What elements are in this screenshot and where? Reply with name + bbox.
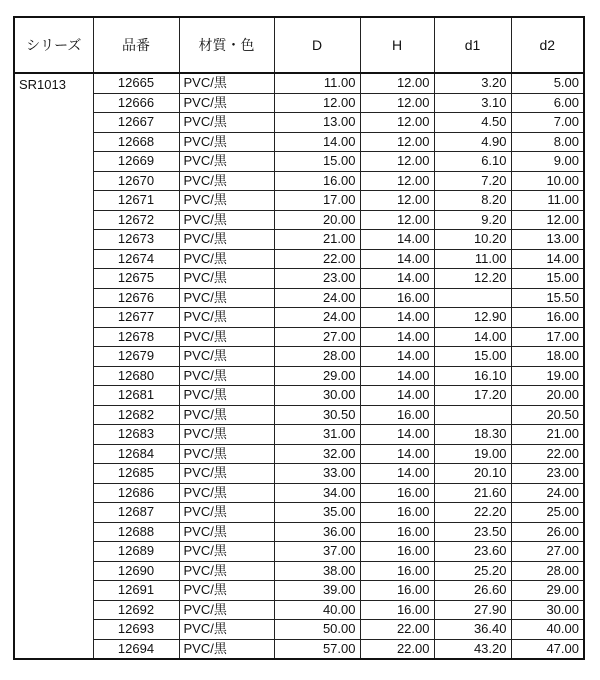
table-row	[14, 308, 584, 328]
h-cell: 12.00	[360, 210, 434, 230]
material-cell: PVC/黒	[179, 386, 274, 406]
d2-cell: 29.00	[511, 581, 584, 601]
d1-cell: 21.60	[434, 483, 511, 503]
material-cell: PVC/黒	[179, 581, 274, 601]
table-body	[14, 73, 584, 659]
table-row	[14, 210, 584, 230]
material-cell: PVC/黒	[179, 73, 274, 93]
d2-cell: 25.00	[511, 503, 584, 523]
code-cell: 12691	[93, 581, 179, 601]
d1-cell: 17.20	[434, 386, 511, 406]
d1-cell: 43.20	[434, 639, 511, 659]
d-cell: 23.00	[274, 269, 360, 289]
d1-cell: 19.00	[434, 444, 511, 464]
table-row	[14, 425, 584, 445]
d-cell: 17.00	[274, 191, 360, 211]
h-cell: 16.00	[360, 542, 434, 562]
code-cell: 12680	[93, 366, 179, 386]
material-cell: PVC/黒	[179, 366, 274, 386]
code-cell: 12685	[93, 464, 179, 484]
d2-cell: 20.00	[511, 386, 584, 406]
code-cell: 12694	[93, 639, 179, 659]
d1-cell	[434, 405, 511, 425]
material-cell: PVC/黒	[179, 152, 274, 172]
h-cell: 14.00	[360, 327, 434, 347]
d-cell: 33.00	[274, 464, 360, 484]
d2-cell: 28.00	[511, 561, 584, 581]
h-cell: 12.00	[360, 113, 434, 133]
h-cell: 14.00	[360, 464, 434, 484]
table-row	[14, 132, 584, 152]
material-cell: PVC/黒	[179, 308, 274, 328]
h-cell: 16.00	[360, 503, 434, 523]
h-cell: 16.00	[360, 288, 434, 308]
d2-cell: 15.00	[511, 269, 584, 289]
d1-cell: 8.20	[434, 191, 511, 211]
material-cell: PVC/黒	[179, 269, 274, 289]
table-row	[14, 249, 584, 269]
d2-cell: 15.50	[511, 288, 584, 308]
table-row	[14, 366, 584, 386]
header-d2: d2	[511, 17, 584, 73]
h-cell: 12.00	[360, 73, 434, 93]
code-cell: 12692	[93, 600, 179, 620]
code-cell: 12675	[93, 269, 179, 289]
table-row	[14, 503, 584, 523]
d1-cell: 3.20	[434, 73, 511, 93]
h-cell: 14.00	[360, 366, 434, 386]
d-cell: 13.00	[274, 113, 360, 133]
code-cell: 12677	[93, 308, 179, 328]
d1-cell: 22.20	[434, 503, 511, 523]
d1-cell	[434, 288, 511, 308]
d1-cell: 4.90	[434, 132, 511, 152]
material-cell: PVC/黒	[179, 639, 274, 659]
code-cell: 12666	[93, 93, 179, 113]
code-cell: 12674	[93, 249, 179, 269]
header-d1: d1	[434, 17, 511, 73]
table-row	[14, 639, 584, 659]
d1-cell: 18.30	[434, 425, 511, 445]
h-cell: 14.00	[360, 444, 434, 464]
material-cell: PVC/黒	[179, 503, 274, 523]
code-cell: 12681	[93, 386, 179, 406]
table-row	[14, 171, 584, 191]
code-cell: 12682	[93, 405, 179, 425]
h-cell: 14.00	[360, 347, 434, 367]
h-cell: 14.00	[360, 230, 434, 250]
series-cell: SR1013	[14, 73, 93, 659]
material-cell: PVC/黒	[179, 464, 274, 484]
code-cell: 12672	[93, 210, 179, 230]
d2-cell: 9.00	[511, 152, 584, 172]
d-cell: 29.00	[274, 366, 360, 386]
material-cell: PVC/黒	[179, 171, 274, 191]
table-row	[14, 483, 584, 503]
material-cell: PVC/黒	[179, 327, 274, 347]
code-cell: 12679	[93, 347, 179, 367]
d-cell: 11.00	[274, 73, 360, 93]
material-cell: PVC/黒	[179, 522, 274, 542]
material-cell: PVC/黒	[179, 230, 274, 250]
d-cell: 16.00	[274, 171, 360, 191]
d1-cell: 4.50	[434, 113, 511, 133]
code-cell: 12671	[93, 191, 179, 211]
material-cell: PVC/黒	[179, 347, 274, 367]
d2-cell: 19.00	[511, 366, 584, 386]
h-cell: 14.00	[360, 386, 434, 406]
d1-cell: 7.20	[434, 171, 511, 191]
d-cell: 39.00	[274, 581, 360, 601]
header-code: 品番	[93, 17, 179, 73]
d2-cell: 27.00	[511, 542, 584, 562]
material-cell: PVC/黒	[179, 113, 274, 133]
table-row	[14, 386, 584, 406]
h-cell: 16.00	[360, 561, 434, 581]
table-row	[14, 600, 584, 620]
table-row	[14, 542, 584, 562]
d2-cell: 47.00	[511, 639, 584, 659]
table-row	[14, 444, 584, 464]
header-series: シリーズ	[14, 17, 93, 73]
code-cell: 12670	[93, 171, 179, 191]
code-cell: 12684	[93, 444, 179, 464]
d1-cell: 6.10	[434, 152, 511, 172]
d1-cell: 11.00	[434, 249, 511, 269]
h-cell: 12.00	[360, 132, 434, 152]
d-cell: 35.00	[274, 503, 360, 523]
h-cell: 16.00	[360, 600, 434, 620]
d2-cell: 22.00	[511, 444, 584, 464]
code-cell: 12688	[93, 522, 179, 542]
d-cell: 37.00	[274, 542, 360, 562]
d1-cell: 3.10	[434, 93, 511, 113]
spec-table	[13, 16, 585, 660]
d2-cell: 8.00	[511, 132, 584, 152]
header-material: 材質・色	[179, 17, 274, 73]
d2-cell: 17.00	[511, 327, 584, 347]
table-row	[14, 288, 584, 308]
material-cell: PVC/黒	[179, 210, 274, 230]
d-cell: 34.00	[274, 483, 360, 503]
table-row	[14, 191, 584, 211]
material-cell: PVC/黒	[179, 425, 274, 445]
code-cell: 12678	[93, 327, 179, 347]
code-cell: 12665	[93, 73, 179, 93]
table-row	[14, 347, 584, 367]
h-cell: 14.00	[360, 308, 434, 328]
d2-cell: 7.00	[511, 113, 584, 133]
table-row	[14, 581, 584, 601]
material-cell: PVC/黒	[179, 93, 274, 113]
material-cell: PVC/黒	[179, 191, 274, 211]
header-h: H	[360, 17, 434, 73]
d1-cell: 23.60	[434, 542, 511, 562]
d-cell: 36.00	[274, 522, 360, 542]
d1-cell: 23.50	[434, 522, 511, 542]
d2-cell: 10.00	[511, 171, 584, 191]
material-cell: PVC/黒	[179, 249, 274, 269]
h-cell: 22.00	[360, 620, 434, 640]
d-cell: 20.00	[274, 210, 360, 230]
code-cell: 12683	[93, 425, 179, 445]
code-cell: 12667	[93, 113, 179, 133]
h-cell: 14.00	[360, 425, 434, 445]
code-cell: 12673	[93, 230, 179, 250]
d2-cell: 18.00	[511, 347, 584, 367]
table-row	[14, 464, 584, 484]
code-cell: 12669	[93, 152, 179, 172]
d2-cell: 12.00	[511, 210, 584, 230]
material-cell: PVC/黒	[179, 444, 274, 464]
d1-cell: 14.00	[434, 327, 511, 347]
d1-cell: 27.90	[434, 600, 511, 620]
material-cell: PVC/黒	[179, 288, 274, 308]
d-cell: 31.00	[274, 425, 360, 445]
table-row	[14, 93, 584, 113]
h-cell: 12.00	[360, 152, 434, 172]
d1-cell: 9.20	[434, 210, 511, 230]
d1-cell: 26.60	[434, 581, 511, 601]
table-row	[14, 230, 584, 250]
d-cell: 12.00	[274, 93, 360, 113]
h-cell: 16.00	[360, 405, 434, 425]
d-cell: 27.00	[274, 327, 360, 347]
d2-cell: 21.00	[511, 425, 584, 445]
d-cell: 30.00	[274, 386, 360, 406]
material-cell: PVC/黒	[179, 542, 274, 562]
d2-cell: 16.00	[511, 308, 584, 328]
d1-cell: 12.20	[434, 269, 511, 289]
d-cell: 57.00	[274, 639, 360, 659]
h-cell: 12.00	[360, 93, 434, 113]
table-row	[14, 113, 584, 133]
d2-cell: 40.00	[511, 620, 584, 640]
h-cell: 16.00	[360, 522, 434, 542]
d-cell: 38.00	[274, 561, 360, 581]
material-cell: PVC/黒	[179, 483, 274, 503]
d2-cell: 13.00	[511, 230, 584, 250]
material-cell: PVC/黒	[179, 561, 274, 581]
d-cell: 22.00	[274, 249, 360, 269]
d-cell: 15.00	[274, 152, 360, 172]
table-row	[14, 327, 584, 347]
d-cell: 21.00	[274, 230, 360, 250]
d2-cell: 11.00	[511, 191, 584, 211]
material-cell: PVC/黒	[179, 600, 274, 620]
d2-cell: 24.00	[511, 483, 584, 503]
d-cell: 14.00	[274, 132, 360, 152]
material-cell: PVC/黒	[179, 132, 274, 152]
d1-cell: 12.90	[434, 308, 511, 328]
h-cell: 12.00	[360, 171, 434, 191]
code-cell: 12693	[93, 620, 179, 640]
d2-cell: 5.00	[511, 73, 584, 93]
d2-cell: 26.00	[511, 522, 584, 542]
code-cell: 12689	[93, 542, 179, 562]
table-row	[14, 73, 584, 93]
table-row	[14, 522, 584, 542]
d1-cell: 36.40	[434, 620, 511, 640]
header-row	[14, 17, 584, 73]
header-d: D	[274, 17, 360, 73]
d-cell: 24.00	[274, 288, 360, 308]
d2-cell: 30.00	[511, 600, 584, 620]
code-cell: 12676	[93, 288, 179, 308]
d2-cell: 14.00	[511, 249, 584, 269]
code-cell: 12668	[93, 132, 179, 152]
h-cell: 14.00	[360, 269, 434, 289]
d-cell: 30.50	[274, 405, 360, 425]
d1-cell: 16.10	[434, 366, 511, 386]
material-cell: PVC/黒	[179, 620, 274, 640]
table-row	[14, 152, 584, 172]
code-cell: 12687	[93, 503, 179, 523]
d-cell: 40.00	[274, 600, 360, 620]
table-row	[14, 269, 584, 289]
d-cell: 24.00	[274, 308, 360, 328]
d-cell: 50.00	[274, 620, 360, 640]
d2-cell: 20.50	[511, 405, 584, 425]
h-cell: 16.00	[360, 483, 434, 503]
d-cell: 32.00	[274, 444, 360, 464]
code-cell: 12686	[93, 483, 179, 503]
code-cell: 12690	[93, 561, 179, 581]
d1-cell: 10.20	[434, 230, 511, 250]
table-row	[14, 405, 584, 425]
table-row	[14, 561, 584, 581]
d-cell: 28.00	[274, 347, 360, 367]
h-cell: 22.00	[360, 639, 434, 659]
h-cell: 14.00	[360, 249, 434, 269]
material-cell: PVC/黒	[179, 405, 274, 425]
h-cell: 12.00	[360, 191, 434, 211]
d1-cell: 20.10	[434, 464, 511, 484]
h-cell: 16.00	[360, 581, 434, 601]
d1-cell: 25.20	[434, 561, 511, 581]
table-row	[14, 620, 584, 640]
d2-cell: 6.00	[511, 93, 584, 113]
d2-cell: 23.00	[511, 464, 584, 484]
d1-cell: 15.00	[434, 347, 511, 367]
